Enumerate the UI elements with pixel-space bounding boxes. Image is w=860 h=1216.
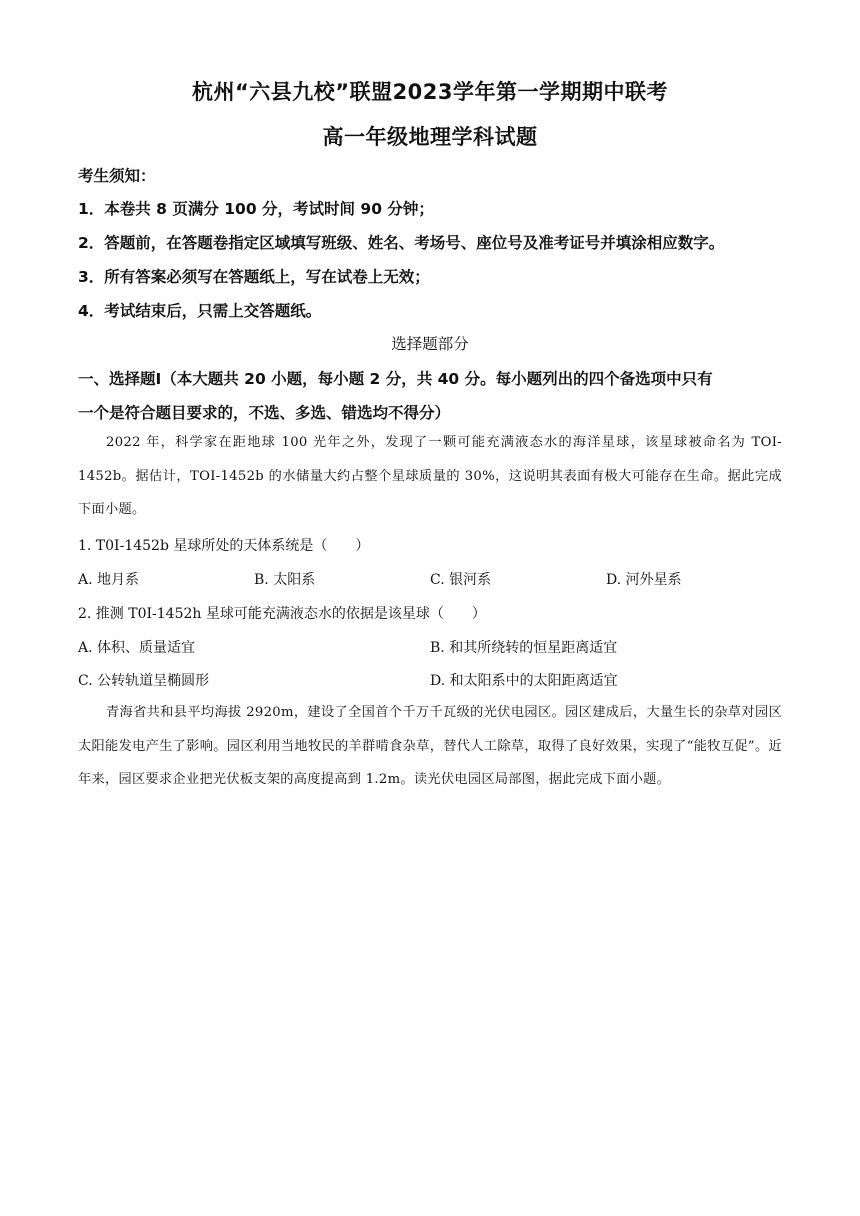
- question-1-stem: 1. T0I-1452b 星球所处的天体系统是（ ）: [78, 538, 370, 554]
- question-1-option-d: D. 河外星系: [606, 572, 682, 588]
- question-2-option-b: B. 和其所绕转的恒星距离适宜: [430, 640, 618, 656]
- question-1-option-b: B. 太阳系: [254, 572, 316, 588]
- notice-item-3: 3．所有答案必须写在答题纸上，写在试卷上无效；: [78, 268, 430, 286]
- section-heading-line1: 一、选择题Ⅰ（本大题共 20 小题，每小题 2 分，共 40 分。每小题列出的四个备选项中只有: [78, 370, 713, 388]
- section-heading-line2: 一个是符合题目要求的，不选、多选、错选均不得分）: [78, 404, 451, 422]
- question-2-option-a: A. 体积、质量适宜: [78, 640, 196, 656]
- question-2-stem: 2. 推测 T0I-1452h 星球可能充满液态水的依据是该星球（ ）: [78, 606, 486, 622]
- part-title: 选择题部分: [391, 335, 469, 353]
- question-2-option-c: C. 公转轨道呈椭圆形: [78, 673, 210, 689]
- notice-item-2: 2．答题前，在答题卷指定区域填写班级、姓名、考场号、座位号及准考证号并填涂相应数字。: [78, 234, 725, 252]
- question-1-option-c: C. 银河系: [430, 572, 492, 588]
- passage-1: 2022 年，科学家在距地球 100 光年之外，发现了一颗可能充满液态水的海洋星球，该星球被命名为 TOI-1452b。据估计，TOI-1452b 的水储量大约占整个星球质量的 30%，这说明其表面有极大可能存在生命。据此完成下面小题。: [78, 435, 782, 517]
- notice-item-1: 1．本卷共 8 页满分 100 分，考试时间 90 分钟；: [78, 200, 434, 218]
- question-2-option-d: D. 和太阳系中的太阳距离适宜: [430, 673, 618, 689]
- exam-title: 杭州“六县九校”联盟2023学年第一学期期中联考: [191, 80, 669, 104]
- passage-2: 青海省共和县平均海拔 2920m，建设了全国首个千万千瓦级的光伏电园区。园区建成后，大量生长的杂草对园区太阳能发电产生了影响。园区利用当地牧民的羊群啃食杂草，替代人工除草，取得了良好效果，实现了“能牧互促”。近年来，园区要求企业把光伏板支架的高度提高到 1.2m。读光伏电园区局部图，据此完成下面小题。: [78, 705, 782, 787]
- question-1-option-a: A. 地月系: [78, 572, 140, 588]
- notice-item-4: 4．考试结束后，只需上交答题纸。: [78, 302, 322, 320]
- notice-heading: 考生须知：: [78, 167, 156, 185]
- exam-subtitle: 高一年级地理学科试题: [322, 125, 538, 149]
